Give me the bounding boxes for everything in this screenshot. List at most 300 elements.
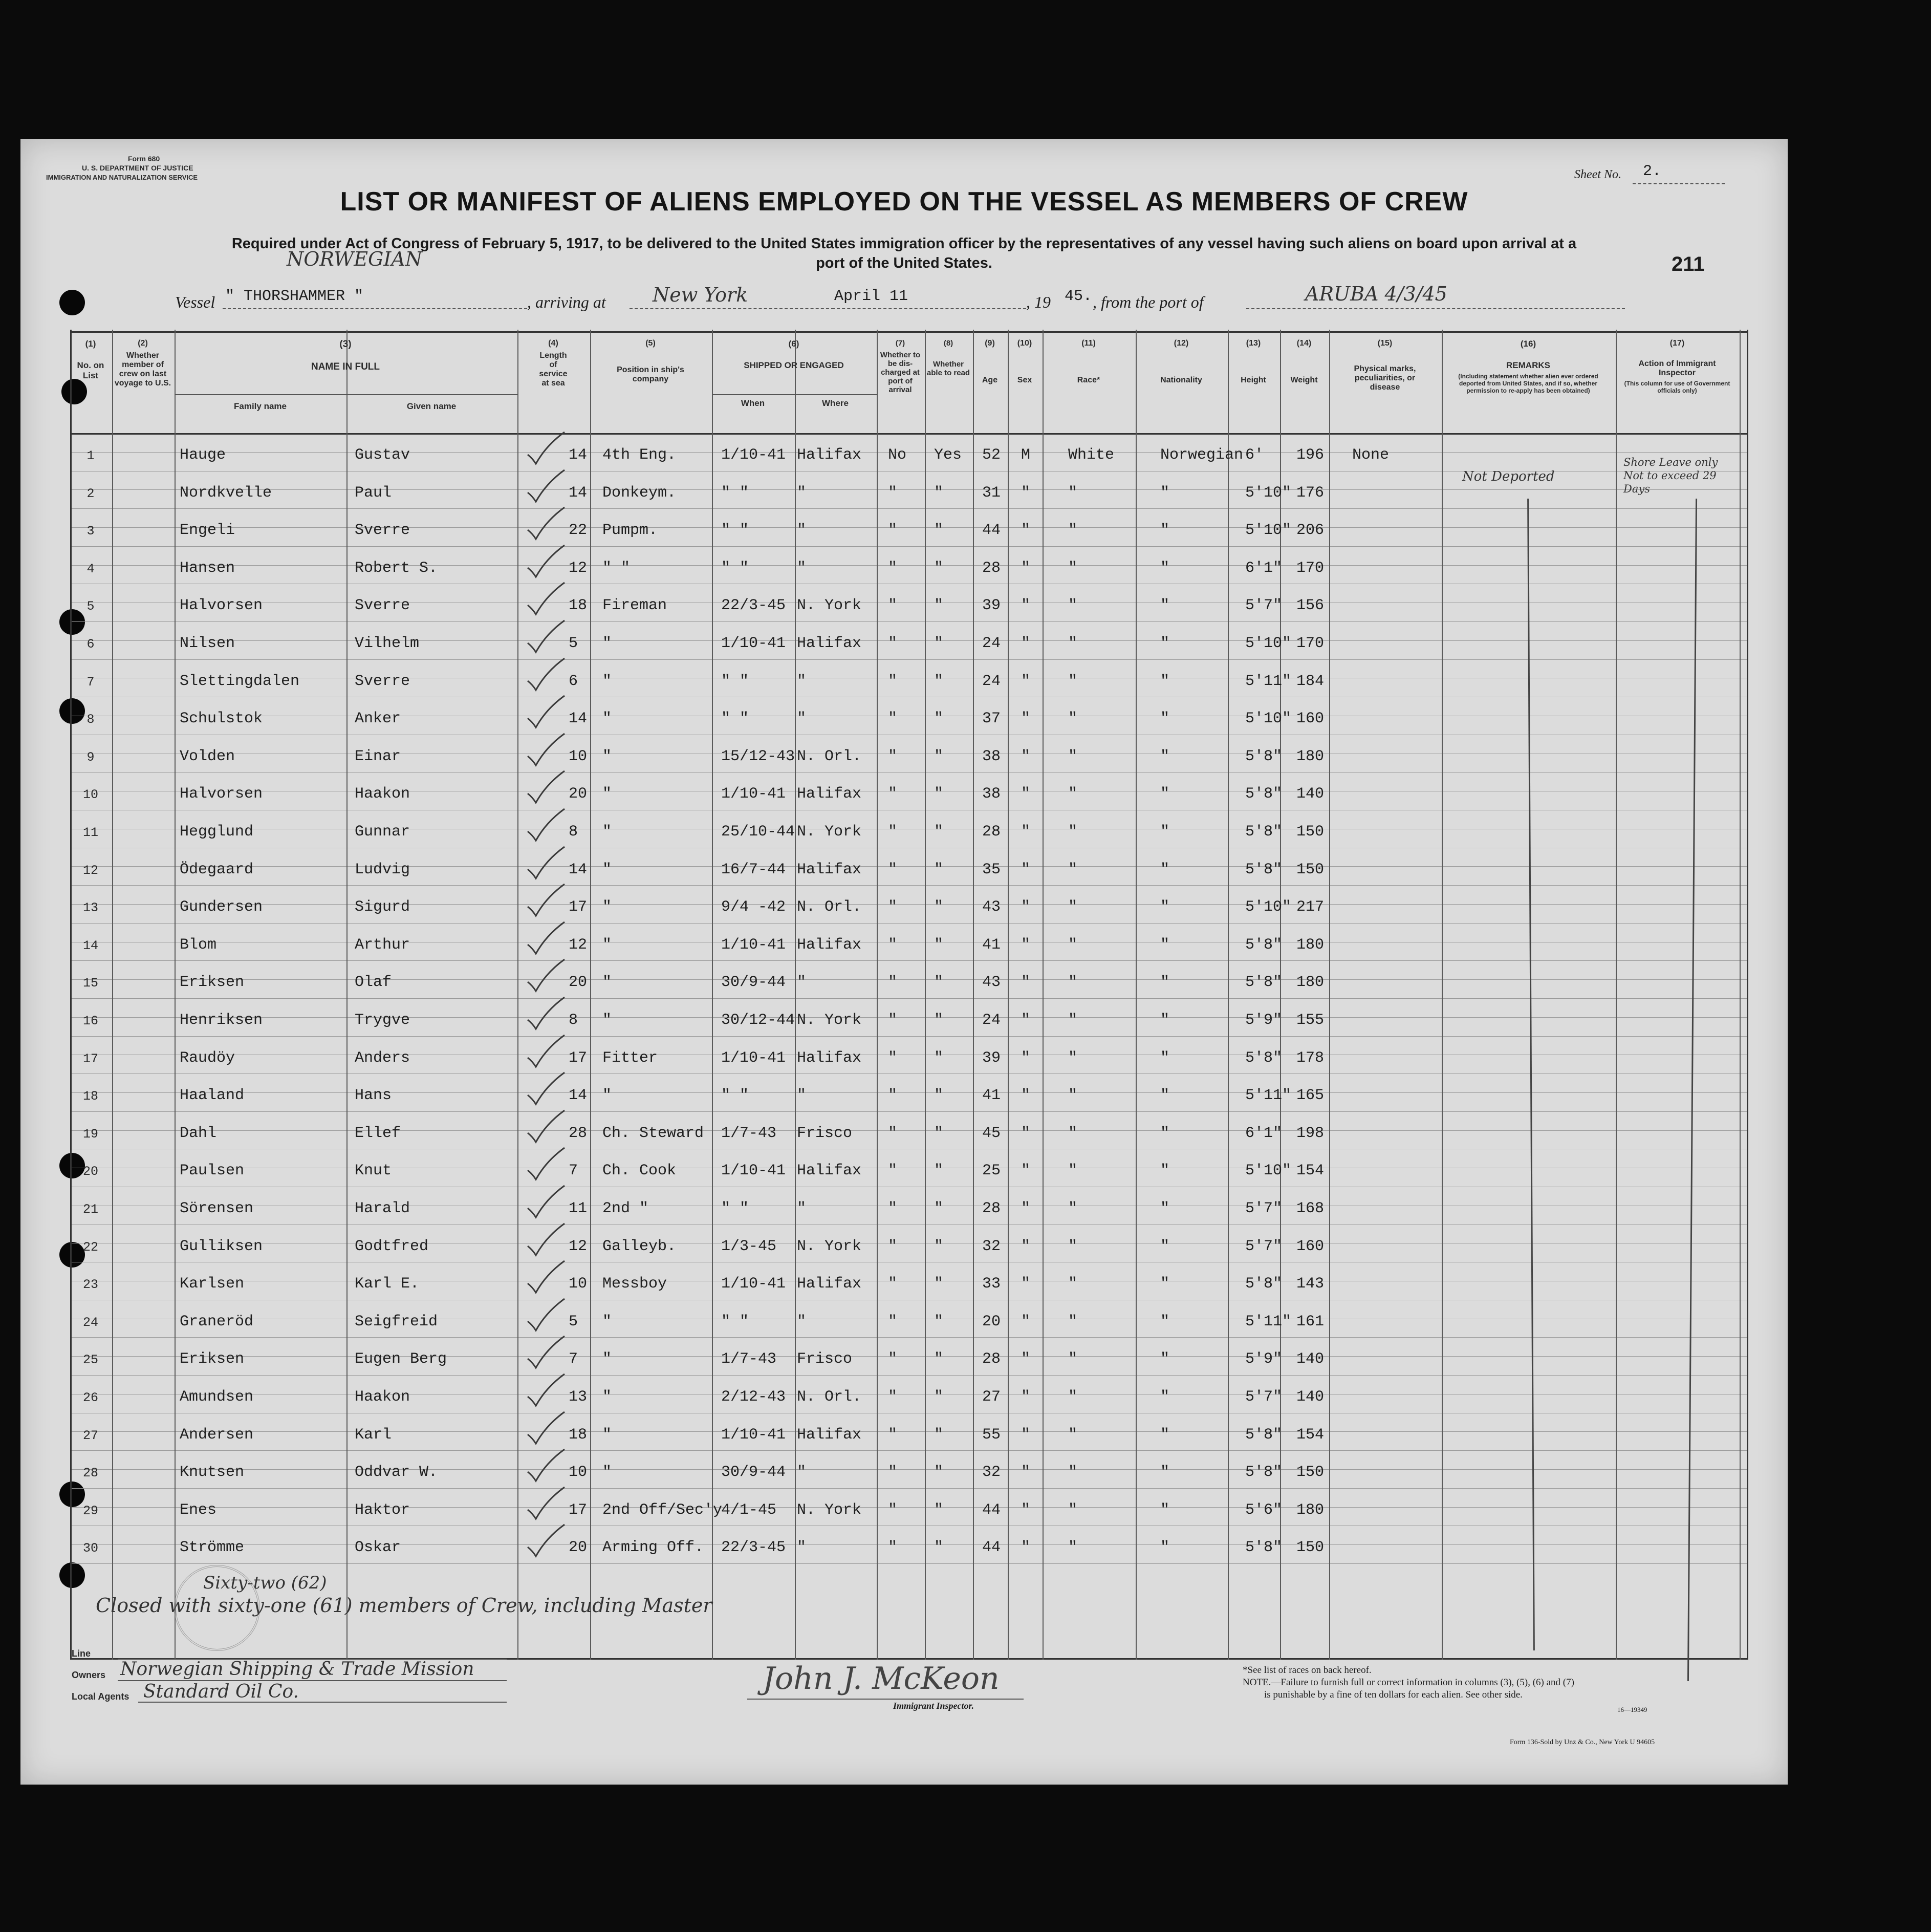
cell-row-number: 18 <box>82 1089 98 1104</box>
cell-where: " <box>797 710 807 728</box>
col2-label: Whether member of crew on last voyage to U.S. <box>114 351 171 388</box>
form-number: Form 680 <box>128 155 160 163</box>
cell-sex: " <box>1021 559 1031 577</box>
cell-race: " <box>1068 1200 1078 1217</box>
col14-number: (14) <box>1296 339 1312 348</box>
cell-position: Donkeym. <box>602 484 677 502</box>
col8-number: (8) <box>943 339 953 348</box>
table-row <box>70 560 1747 580</box>
cell-age: 28 <box>982 1350 1001 1368</box>
from-underline <box>1246 308 1625 309</box>
cell-height: 5'8" <box>1245 747 1283 765</box>
cell-read: " <box>934 1313 944 1330</box>
cell-age: 39 <box>982 597 1001 615</box>
ruled-line <box>70 885 1747 886</box>
cell-race: " <box>1068 1012 1078 1029</box>
cell-height: 5'10" <box>1245 484 1292 502</box>
check-mark-icon <box>526 995 567 1031</box>
cell-sex: " <box>1021 1124 1031 1142</box>
ruled-line <box>70 621 1747 622</box>
cell-race: " <box>1068 898 1078 916</box>
cell-when: 1/7-43 <box>721 1350 777 1368</box>
subheader-rule <box>712 394 877 395</box>
cell-row-number: 12 <box>82 863 98 878</box>
cell-where: Halifax <box>797 785 862 803</box>
ruled-line <box>70 659 1747 660</box>
cell-race: " <box>1068 1162 1078 1180</box>
table-row <box>70 1388 1747 1409</box>
cell-sex: " <box>1021 823 1031 841</box>
cell-where: N. York <box>797 823 862 841</box>
cell-read: " <box>934 823 944 841</box>
note-races: *See list of races on back hereof. <box>1243 1665 1372 1676</box>
cell-sex: " <box>1021 1388 1031 1406</box>
cell-sex: " <box>1021 710 1031 728</box>
col2-number: (2) <box>138 339 148 348</box>
cell-discharged: " <box>888 861 898 878</box>
cell-position: " <box>602 1350 612 1368</box>
cell-row-number: 22 <box>82 1239 98 1255</box>
cell-weight: 180 <box>1296 1501 1325 1519</box>
cell-read: " <box>934 1200 944 1217</box>
cell-row-number: 19 <box>82 1126 98 1142</box>
cell-row-number: 2 <box>86 486 95 501</box>
cell-family: Strömme <box>180 1539 245 1557</box>
cell-where: Halifax <box>797 1049 862 1067</box>
cell-age: 32 <box>982 1464 1001 1482</box>
cell-row-number: 10 <box>82 787 98 803</box>
cell-nationality: " <box>1160 1162 1170 1180</box>
cell-given: Einar <box>355 747 401 765</box>
cell-nationality: " <box>1160 1049 1170 1067</box>
cell-weight: 143 <box>1296 1275 1325 1293</box>
cell-row-number: 13 <box>82 900 98 916</box>
arriving-port: New York <box>653 284 748 306</box>
sheet-number: 2. <box>1643 163 1662 180</box>
cell-when: 1/3-45 <box>721 1237 777 1255</box>
arriving-underline <box>630 308 834 309</box>
cell-service: 8 <box>569 1012 578 1029</box>
cell-weight: 198 <box>1296 1124 1325 1142</box>
cell-weight: 155 <box>1296 1012 1325 1029</box>
col12-label: Nationality <box>1160 376 1202 384</box>
cell-when: " " <box>721 559 749 577</box>
cell-sex: " <box>1021 484 1031 502</box>
cell-nationality: " <box>1160 1426 1170 1444</box>
cell-row-number: 30 <box>82 1541 98 1556</box>
table-row <box>70 1350 1747 1371</box>
cell-service: 14 <box>569 446 588 464</box>
cell-position: Galleyb. <box>602 1237 677 1255</box>
cell-sex: " <box>1021 936 1031 954</box>
cell-position: 4th Eng. <box>602 446 677 464</box>
cell-read: " <box>934 1350 944 1368</box>
cell-given: Sverre <box>355 522 410 540</box>
check-mark-icon <box>526 468 567 504</box>
cell-height: 6'1" <box>1245 1124 1283 1142</box>
cell-where: Halifax <box>797 861 862 878</box>
inspector-signature: John J. McKeon <box>763 1661 1000 1697</box>
cell-height: 5'11" <box>1245 672 1292 690</box>
cell-discharged: " <box>888 1087 898 1105</box>
cell-age: 38 <box>982 747 1001 765</box>
cell-when: 25/10-44 <box>721 823 795 841</box>
sheet-label: Sheet No. <box>1574 168 1621 181</box>
cell-nationality: " <box>1160 1350 1170 1368</box>
ruled-line <box>70 1450 1747 1451</box>
cell-given: Knut <box>355 1162 392 1180</box>
col16-subtext: (Including statement whether alien ever ordered deported from United States, and if so, whether permission to re-apply has been obtained) <box>1458 373 1598 394</box>
table-row <box>70 1125 1747 1145</box>
cell-family: Blom <box>180 936 217 954</box>
cell-nationality: " <box>1160 1012 1170 1029</box>
cell-where: N. York <box>797 1501 862 1519</box>
cell-given: Gustav <box>355 446 410 464</box>
cell-family: Paulsen <box>180 1162 245 1180</box>
cell-position: 2nd " <box>602 1200 649 1217</box>
table-row <box>70 1162 1747 1183</box>
cell-family: Enes <box>180 1501 217 1519</box>
cell-age: 35 <box>982 861 1001 878</box>
table-row <box>70 1200 1747 1220</box>
col17-header <box>1616 339 1739 394</box>
cell-when: 30/12-44 <box>721 1012 795 1029</box>
cell-position: " " <box>602 559 631 577</box>
ruled-line <box>70 998 1747 999</box>
check-mark-icon <box>526 1485 567 1521</box>
cell-given: Vilhelm <box>355 635 420 652</box>
ruled-line <box>70 508 1747 509</box>
cell-when: 22/3-45 <box>721 597 786 615</box>
check-mark-icon <box>526 1447 567 1483</box>
ruled-line <box>70 1563 1747 1564</box>
check-mark-icon <box>526 1108 567 1144</box>
col9-number: (9) <box>985 339 995 348</box>
cell-where: Halifax <box>797 1275 862 1293</box>
cell-discharged: " <box>888 1426 898 1444</box>
col17-label: Action of Immigrant Inspector <box>1638 359 1716 377</box>
cell-nationality: " <box>1160 1124 1170 1142</box>
cell-height: 5'7" <box>1245 597 1283 615</box>
signature-underline <box>747 1699 1024 1700</box>
arrival-date: April 11 <box>834 288 908 305</box>
cell-race: " <box>1068 1124 1078 1142</box>
cell-family: Eriksen <box>180 1350 245 1368</box>
cell-family: Gundersen <box>180 898 263 916</box>
cell-age: 41 <box>982 936 1001 954</box>
cell-height: 5'8" <box>1245 1464 1283 1482</box>
cell-family: Hansen <box>180 559 235 577</box>
check-mark-icon <box>526 1372 567 1408</box>
cell-row-number: 5 <box>86 599 95 614</box>
cell-discharged: " <box>888 1350 898 1368</box>
cell-row-number: 28 <box>82 1466 98 1481</box>
cell-position: " <box>602 1012 612 1029</box>
cell-discharged: " <box>888 672 898 690</box>
cell-age: 44 <box>982 522 1001 540</box>
closed-with-line: Closed with sixty-one (61) members of Crew, including Master <box>96 1594 712 1617</box>
cell-weight: 170 <box>1296 635 1325 652</box>
cell-family: Knutsen <box>180 1464 245 1482</box>
cell-given: Ludvig <box>355 861 410 878</box>
col3a-header: Family name <box>234 401 287 411</box>
cell-age: 31 <box>982 484 1001 502</box>
cell-position: " <box>602 672 612 690</box>
cell-where: N. York <box>797 597 862 615</box>
cell-weight: 154 <box>1296 1162 1325 1180</box>
cell-sex: " <box>1021 1464 1031 1482</box>
cell-family: Hegglund <box>180 823 254 841</box>
cell-where: Frisco <box>797 1350 853 1368</box>
cell-where: N. York <box>797 1237 862 1255</box>
cell-family: Halvorsen <box>180 597 263 615</box>
cell-height: 5'8" <box>1245 1275 1283 1293</box>
cell-weight: 161 <box>1296 1313 1325 1330</box>
cell-nationality: " <box>1160 898 1170 916</box>
cell-when: 16/7-44 <box>721 861 786 878</box>
cell-sex: " <box>1021 597 1031 615</box>
cell-nationality: " <box>1160 635 1170 652</box>
cell-position: " <box>602 1087 612 1105</box>
cell-height: 5'8" <box>1245 1539 1283 1557</box>
cell-height: 5'8" <box>1245 1426 1283 1444</box>
cell-when: " " <box>721 710 749 728</box>
col11-header <box>1043 339 1135 385</box>
department-name: U. S. DEPARTMENT OF JUSTICE <box>82 164 193 172</box>
cell-position: " <box>602 974 612 992</box>
cell-family: Schulstok <box>180 710 263 728</box>
cell-given: Anders <box>355 1049 410 1067</box>
cell-read: " <box>934 898 944 916</box>
cell-discharged: " <box>888 1464 898 1482</box>
cell-marks: None <box>1352 446 1390 464</box>
ruled-line <box>70 1488 1747 1489</box>
cell-read: " <box>934 597 944 615</box>
cell-sex: " <box>1021 1426 1031 1444</box>
cell-when: " " <box>721 1200 749 1217</box>
cell-position: " <box>602 785 612 803</box>
cell-height: 5'7" <box>1245 1200 1283 1217</box>
cell-discharged: " <box>888 635 898 652</box>
check-mark-icon <box>526 1410 567 1446</box>
cell-read: " <box>934 1426 944 1444</box>
table-row <box>70 1275 1747 1296</box>
check-mark-icon <box>526 920 567 956</box>
line-label: Line <box>72 1648 91 1659</box>
cell-discharged: " <box>888 1012 898 1029</box>
cell-nationality: " <box>1160 522 1170 540</box>
cell-age: 24 <box>982 672 1001 690</box>
cell-discharged: " <box>888 1501 898 1519</box>
cell-service: 14 <box>569 861 588 878</box>
cell-race: " <box>1068 1350 1078 1368</box>
check-mark-icon <box>526 1033 567 1069</box>
note-fine: is punishable by a fine of ten dollars for each alien. See other side. <box>1264 1689 1523 1700</box>
ruled-line <box>70 923 1747 924</box>
cell-height: 5'8" <box>1245 861 1283 878</box>
cell-where: N. York <box>797 1012 862 1029</box>
check-mark-icon <box>526 430 567 466</box>
cell-family: Amundsen <box>180 1388 254 1406</box>
cell-age: 45 <box>982 1124 1001 1142</box>
cell-race: " <box>1068 635 1078 652</box>
col10-label: Sex <box>1017 376 1032 384</box>
cell-weight: 160 <box>1296 1237 1325 1255</box>
col6b-header: Where <box>822 398 849 408</box>
cell-given: Anker <box>355 710 401 728</box>
col8-label: Whether able to read <box>926 360 970 377</box>
cell-sex: " <box>1021 1087 1031 1105</box>
cell-row-number: 23 <box>82 1277 98 1293</box>
cell-position: " <box>602 1313 612 1330</box>
cell-race: " <box>1068 974 1078 992</box>
table-row <box>70 1426 1747 1447</box>
cell-given: Seigfreid <box>355 1313 438 1330</box>
cell-weight: 178 <box>1296 1049 1325 1067</box>
cell-sex: " <box>1021 898 1031 916</box>
check-mark-icon <box>526 618 567 654</box>
col7-label: Whether to be dis-charged at port of arrival <box>880 351 921 394</box>
cell-read: " <box>934 710 944 728</box>
check-mark-icon <box>526 957 567 993</box>
table-row <box>70 484 1747 505</box>
cell-race: " <box>1068 484 1078 502</box>
cell-age: 52 <box>982 446 1001 464</box>
cell-read: " <box>934 936 944 954</box>
col14-label: Weight <box>1290 376 1318 384</box>
cell-service: 18 <box>569 597 588 615</box>
table-row <box>70 1012 1747 1032</box>
check-mark-icon <box>526 694 567 729</box>
cell-position: " <box>602 823 612 841</box>
cell-height: 5'8" <box>1245 936 1283 954</box>
cell-race: " <box>1068 1237 1078 1255</box>
cell-position: Fireman <box>602 597 667 615</box>
cell-where: N. Orl. <box>797 898 862 916</box>
cell-row-number: 29 <box>82 1503 98 1518</box>
cell-race: " <box>1068 710 1078 728</box>
col4-number: (4) <box>548 339 558 348</box>
cell-row-number: 16 <box>82 1014 98 1028</box>
cell-discharged: " <box>888 1275 898 1293</box>
cell-nationality: " <box>1160 747 1170 765</box>
col14-header <box>1280 339 1328 385</box>
cell-position: " <box>602 936 612 954</box>
table-row <box>70 823 1747 844</box>
cell-where: Halifax <box>797 635 862 652</box>
cell-weight: 180 <box>1296 747 1325 765</box>
cell-age: 27 <box>982 1388 1001 1406</box>
cell-discharged: " <box>888 1237 898 1255</box>
cell-read: " <box>934 747 944 765</box>
ruled-line <box>70 1111 1747 1112</box>
cell-given: Hans <box>355 1087 392 1105</box>
check-mark-icon <box>526 581 567 616</box>
table-row <box>70 974 1747 994</box>
cell-read: " <box>934 974 944 992</box>
cell-race: " <box>1068 861 1078 878</box>
action-shore-leave: Shore Leave only Not to exceed 29 Days <box>1623 456 1718 495</box>
col4-label: Length of service at sea <box>539 351 568 388</box>
cell-family: Raudöy <box>180 1049 235 1067</box>
cell-sex: M <box>1021 446 1031 464</box>
cell-where: " <box>797 1539 807 1557</box>
cell-read: " <box>934 1124 944 1142</box>
cell-height: 5'8" <box>1245 974 1283 992</box>
cell-age: 44 <box>982 1501 1001 1519</box>
cell-age: 24 <box>982 1012 1001 1029</box>
cell-when: " " <box>721 484 749 502</box>
col6-label: SHIPPED OR ENGAGED <box>744 360 844 370</box>
cell-age: 28 <box>982 559 1001 577</box>
cell-race: " <box>1068 672 1078 690</box>
cell-sex: " <box>1021 522 1031 540</box>
cell-nationality: " <box>1160 861 1170 878</box>
cell-where: Frisco <box>797 1124 853 1142</box>
table-row <box>70 1539 1747 1559</box>
col7-header <box>877 339 924 394</box>
cell-service: 20 <box>569 974 588 992</box>
check-mark-icon <box>526 1297 567 1333</box>
cell-nationality: " <box>1160 1388 1170 1406</box>
cell-weight: 184 <box>1296 672 1325 690</box>
cell-sex: " <box>1021 747 1031 765</box>
from-label: , from the port of <box>1093 293 1204 311</box>
cell-service: 10 <box>569 747 588 765</box>
cell-race: " <box>1068 1313 1078 1330</box>
cell-race: " <box>1068 747 1078 765</box>
cell-service: 11 <box>569 1200 588 1217</box>
vessel-name: " THORSHAMMER " <box>225 288 364 305</box>
cell-discharged: " <box>888 1124 898 1142</box>
col3-number: (3) <box>339 339 352 350</box>
cell-given: Gunnar <box>355 823 410 841</box>
cell-sex: " <box>1021 1237 1031 1255</box>
cell-sex: " <box>1021 672 1031 690</box>
col15-number: (15) <box>1377 339 1393 348</box>
ruled-line <box>70 1375 1747 1376</box>
remarks-not-deported: Not Deported <box>1462 469 1555 484</box>
cell-weight: 170 <box>1296 559 1325 577</box>
cell-discharged: " <box>888 710 898 728</box>
cell-service: 18 <box>569 1426 588 1444</box>
cell-when: " " <box>721 1087 749 1105</box>
cell-service: 12 <box>569 936 588 954</box>
cell-age: 24 <box>982 635 1001 652</box>
cell-read: " <box>934 1501 944 1519</box>
cell-given: Harald <box>355 1200 410 1217</box>
cell-service: 22 <box>569 522 588 540</box>
cell-where: Halifax <box>797 1162 862 1180</box>
cell-service: 10 <box>569 1275 588 1293</box>
cell-height: 6'1" <box>1245 559 1283 577</box>
cell-when: 1/10-41 <box>721 635 786 652</box>
cell-given: Haakon <box>355 785 410 803</box>
cell-age: 33 <box>982 1275 1001 1293</box>
cell-discharged: No <box>888 446 907 464</box>
cell-position: 2nd Off/Sec'y <box>602 1501 723 1519</box>
cell-given: Paul <box>355 484 392 502</box>
required-line-2: port of the United States. <box>816 255 992 271</box>
printer-line: Form 136-Sold by Unz & Co., New York U 94605 <box>1510 1738 1655 1746</box>
cell-race: " <box>1068 823 1078 841</box>
cell-row-number: 26 <box>82 1390 98 1405</box>
owners-value: Norwegian Shipping & Trade Mission <box>120 1659 474 1680</box>
arriving-label: , arriving at <box>527 293 606 311</box>
inspector-label: Immigrant Inspector. <box>893 1701 974 1711</box>
cell-family: Halvorsen <box>180 785 263 803</box>
cell-row-number: 14 <box>82 938 98 953</box>
